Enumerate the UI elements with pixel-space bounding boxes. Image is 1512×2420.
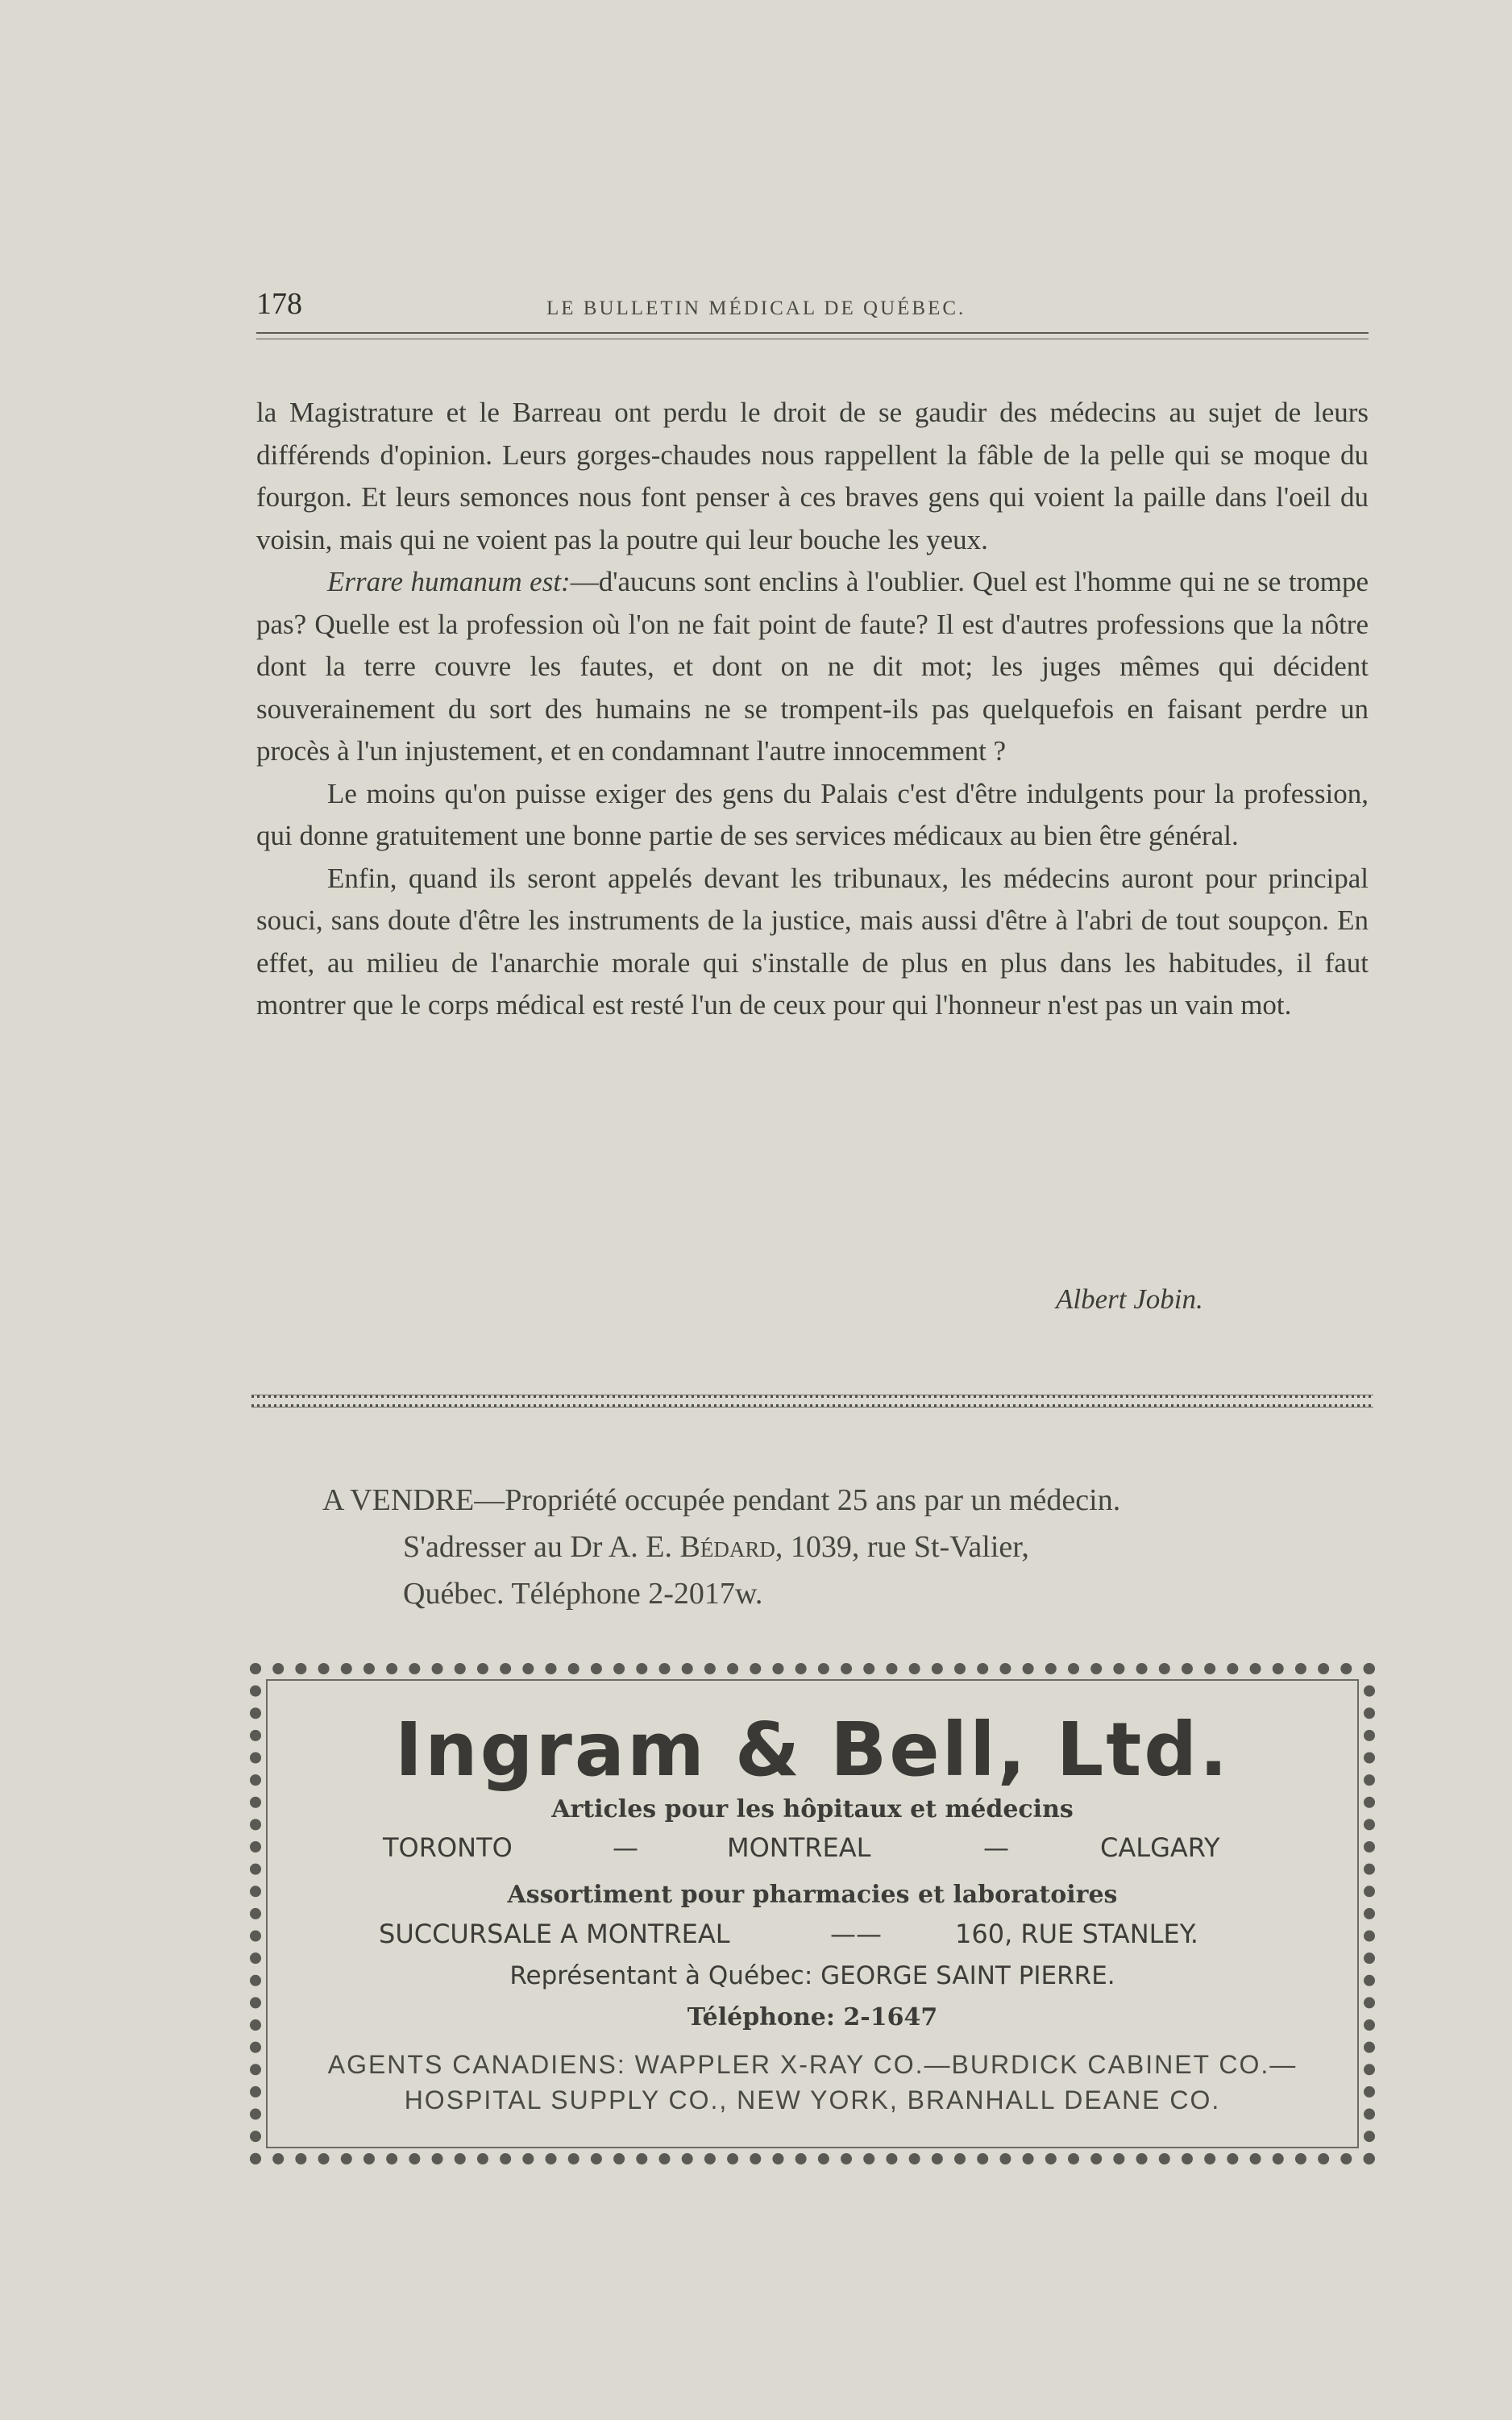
ad-telephone: Téléphone: 2-1647 <box>687 2003 938 2031</box>
latin-phrase: Errare humanum est: <box>327 566 571 597</box>
article-body <box>256 392 1369 1027</box>
branch-dash: —— <box>830 1919 882 1949</box>
article-paragraph-1: la Magistrature et le Barreau ont perdu le droit de se gaudir des médecins au sujet de leurs différends d'opinion. Leurs gorges-chaudes nous rappellent la fâble de la pelle qui se moque du fourgon. Et leurs semonces nous font penser à ces braves gens qui voient la paille dans l'oeil du voisin, mais qui ne voient pas la poutre qui leur bouche les yeux. <box>256 397 1369 555</box>
city-calgary: CALGARY <box>1100 1832 1220 1863</box>
classified-notice <box>322 1477 1370 1617</box>
ad-agents-line-1: AGENTS CANADIENS: WAPPLER X-RAY CO.—BURDICK CABINET CO.— <box>327 2050 1298 2079</box>
ad-agents-line-2: HOSPITAL SUPPLY CO., NEW YORK, BRANHALL DEANE CO. <box>404 2085 1221 2114</box>
article-paragraph-2-text: —d'aucuns sont enclins à l'oublier. Quel est l'homme qui ne se trompe pas? Quelle est la profession où l'on ne fait point de faute? Il est d'autres professions que la nôtre dont la terre couvre les fautes, et dont on ne dit mot; les juges mêmes qui décident souverainement du sort des humains ne se trompent-ils pas quelquefois en faisant perdre un procès à l'un injustement, et en condamnant l'autre innocemment ? <box>256 566 1369 767</box>
ad-brand-name: Ingram & Bell, Ltd. <box>394 1707 1231 1793</box>
article-paragraph-4: Enfin, quand ils seront appelés devant les tribunaux, les médecins auront pour principal souci, sans doute d'être les instruments de la justice, mais aussi d'être à l'abri de tout soupçon. En effet, au milieu de l'anarchie morale qui s'installe de plus en plus dans les habitudes, il faut montrer que le corps médical est resté l'un de ceux pour qui l'honneur n'est pas un vain mot. <box>256 862 1369 1021</box>
ad-tagline: Articles pour les hôpitaux et médecins <box>551 1795 1074 1823</box>
ad-branch-row <box>274 1919 1351 1954</box>
doctor-name: Bédard <box>679 1530 775 1564</box>
header-rule-top <box>256 332 1369 334</box>
branch-label: SUCCURSALE A MONTREAL <box>379 1919 730 1949</box>
city-toronto: TORONTO <box>383 1832 513 1863</box>
page-header <box>256 286 1369 326</box>
classified-line-2-start: S'adresser au Dr A. E. <box>403 1530 680 1564</box>
ad-representative: Représentant à Québec: GEORGE SAINT PIERRE. <box>509 1961 1115 1990</box>
running-head: LE BULLETIN MÉDICAL DE QUÉBEC. <box>546 297 966 319</box>
classified-line-1: A VENDRE—Propriété occupée pendant 25 ans par un médecin. <box>322 1483 1121 1517</box>
article-paragraph-3: Le moins qu'on puisse exiger des gens du Palais c'est d'être indulgents pour la profession, qui donne gratuitement une bonne partie de ses services médicaux au bien être général. <box>256 777 1369 851</box>
classified-line-3: Québec. Téléphone 2-2017w. <box>403 1577 763 1611</box>
classified-line-2 <box>322 1524 1370 1570</box>
page-number: 178 <box>256 287 302 321</box>
classified-line-2-end: , 1039, rue St-Valier, <box>775 1530 1029 1564</box>
city-montreal: MONTREAL <box>727 1832 871 1863</box>
author-signature: Albert Jobin. <box>1056 1283 1203 1315</box>
section-divider <box>251 1395 1373 1408</box>
advertisement <box>274 1687 1351 2140</box>
article-paragraph-2 <box>256 561 1369 773</box>
ad-city-row <box>274 1832 1351 1868</box>
city-separator-1: — <box>613 1832 638 1863</box>
branch-address: 160, RUE STANLEY. <box>955 1919 1198 1949</box>
city-separator-2: — <box>983 1832 1009 1863</box>
ad-assortment: Assortiment pour pharmacies et laboratoires <box>507 1881 1118 1909</box>
